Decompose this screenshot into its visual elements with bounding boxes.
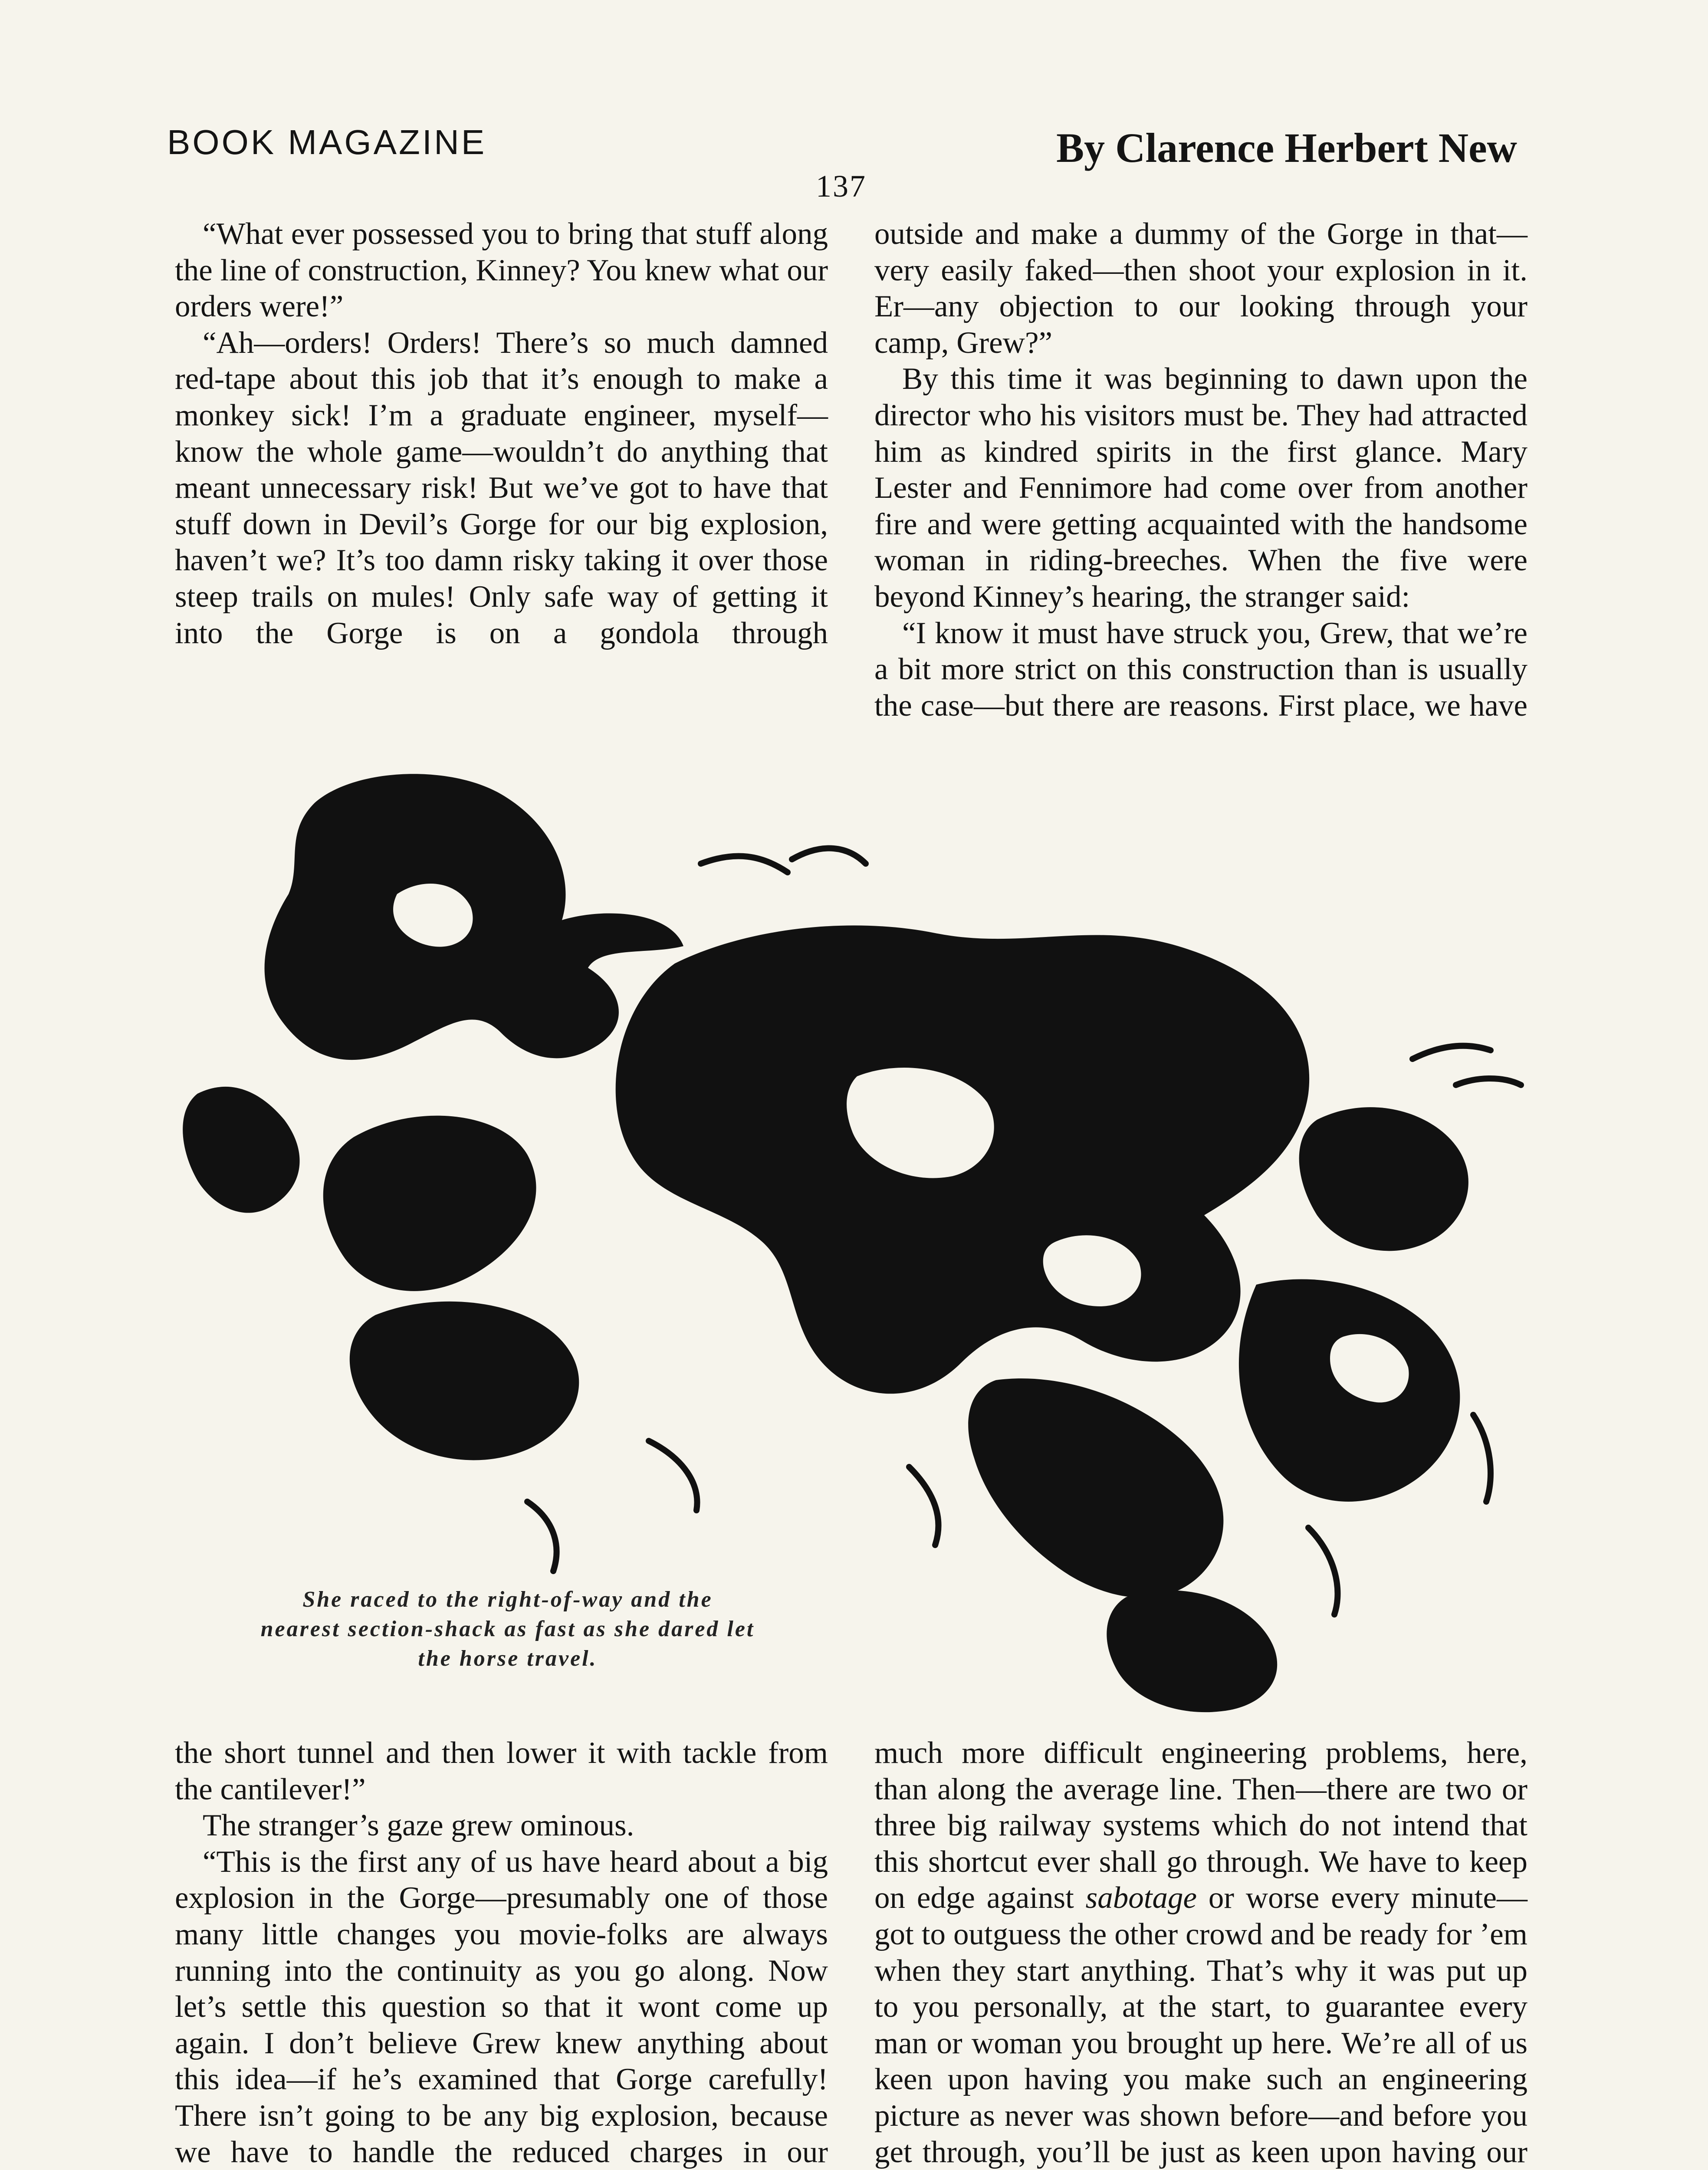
- paragraph-text: much more difficult engineering problems, here, than along the average line. Then—there are two or three big railway systems which do not intend that this shortcut ever shall go through. We have to keep on edge against: [874, 1736, 1527, 1915]
- illustration-caption: She raced to the right-of-way and the nearest section-shack as fast as she dared let the horse travel.: [260, 1587, 755, 1671]
- text-column-bottom-right: [874, 1735, 1527, 2170]
- running-head-magazine: BOOK MAGAZINE: [167, 123, 487, 161]
- emphasis-text: sabotage: [1085, 1881, 1197, 1915]
- text-column-bottom-left: [175, 1735, 828, 2170]
- paragraph-text: or worse every minute—got to outguess the other crowd and be ready for ’em when they start anything. That’s why it was put up to you personally, at the start, to guarantee every man or woman you brought up here. We’re all of us keen upon having you make such an engineering picture as never was shown before—and before you get through, you’ll be just as keen upon having our: [874, 1881, 1527, 2169]
- paragraph: the short tunnel and then lower it with tackle from the cantilever!”: [175, 1736, 828, 1806]
- text-column-top-right: [874, 216, 1527, 724]
- paragraph: “This is the first any of us have heard about a big explosion in the Gorge—presumably one of those many little changes you movie-folks are always running into the continuity as you go along. Now let’s settle this question so that it wont come up again. I don’t believe Grew knew anything about this idea—if he’s examined that Gorge carefully! There isn’t going to be any big explosion, because we have to handle the reduced charges in our: [175, 1844, 828, 2169]
- paragraph: The stranger’s gaze grew ominous.: [203, 1808, 634, 1843]
- paragraph: outside and make a dummy of the Gorge in that—very easily faked—then shoot your explosion in it. Er—any objection to our looking through your camp, Grew?”: [874, 217, 1527, 360]
- paragraph: “What ever possessed you to bring that stuff along the line of construction, Kinney? You knew what our orders were!”: [175, 217, 828, 324]
- paragraph: By this time it was beginning to dawn upon the director who his visitors must be. They had attracted him as kindred spirits in the first glance. Mary Lester and Fennimore had come over from another fire and were getting acquainted with the handsome woman in riding-breeches. When the five were beyond Kinney’s hearing, the stranger said:: [874, 362, 1527, 614]
- page-number: 137: [816, 169, 867, 204]
- paragraph: [874, 1735, 1527, 2170]
- ink-illustration-horse-rider: [171, 764, 1534, 1719]
- text-column-top-left: [175, 216, 828, 651]
- paragraph: “Ah—orders! Orders! There’s so much damned red-tape about this job that it’s enough to make a monkey sick! I’m a graduate engineer, myself—know the whole game—wouldn’t do anything that meant unnecessary risk! But we’ve got to have that stuff down in Devil’s Gorge for our big explosion, haven’t we? It’s too damn risky taking it over those steep trails on mules! Only safe way of getting it into the Gorge is on a gondola through: [175, 326, 828, 650]
- paragraph: “I know it must have struck you, Grew, that we’re a bit more strict on this construction than is usually the case—but there are reasons. First place, we have: [874, 616, 1527, 723]
- running-head-author: By Clarence Herbert New: [1056, 125, 1517, 171]
